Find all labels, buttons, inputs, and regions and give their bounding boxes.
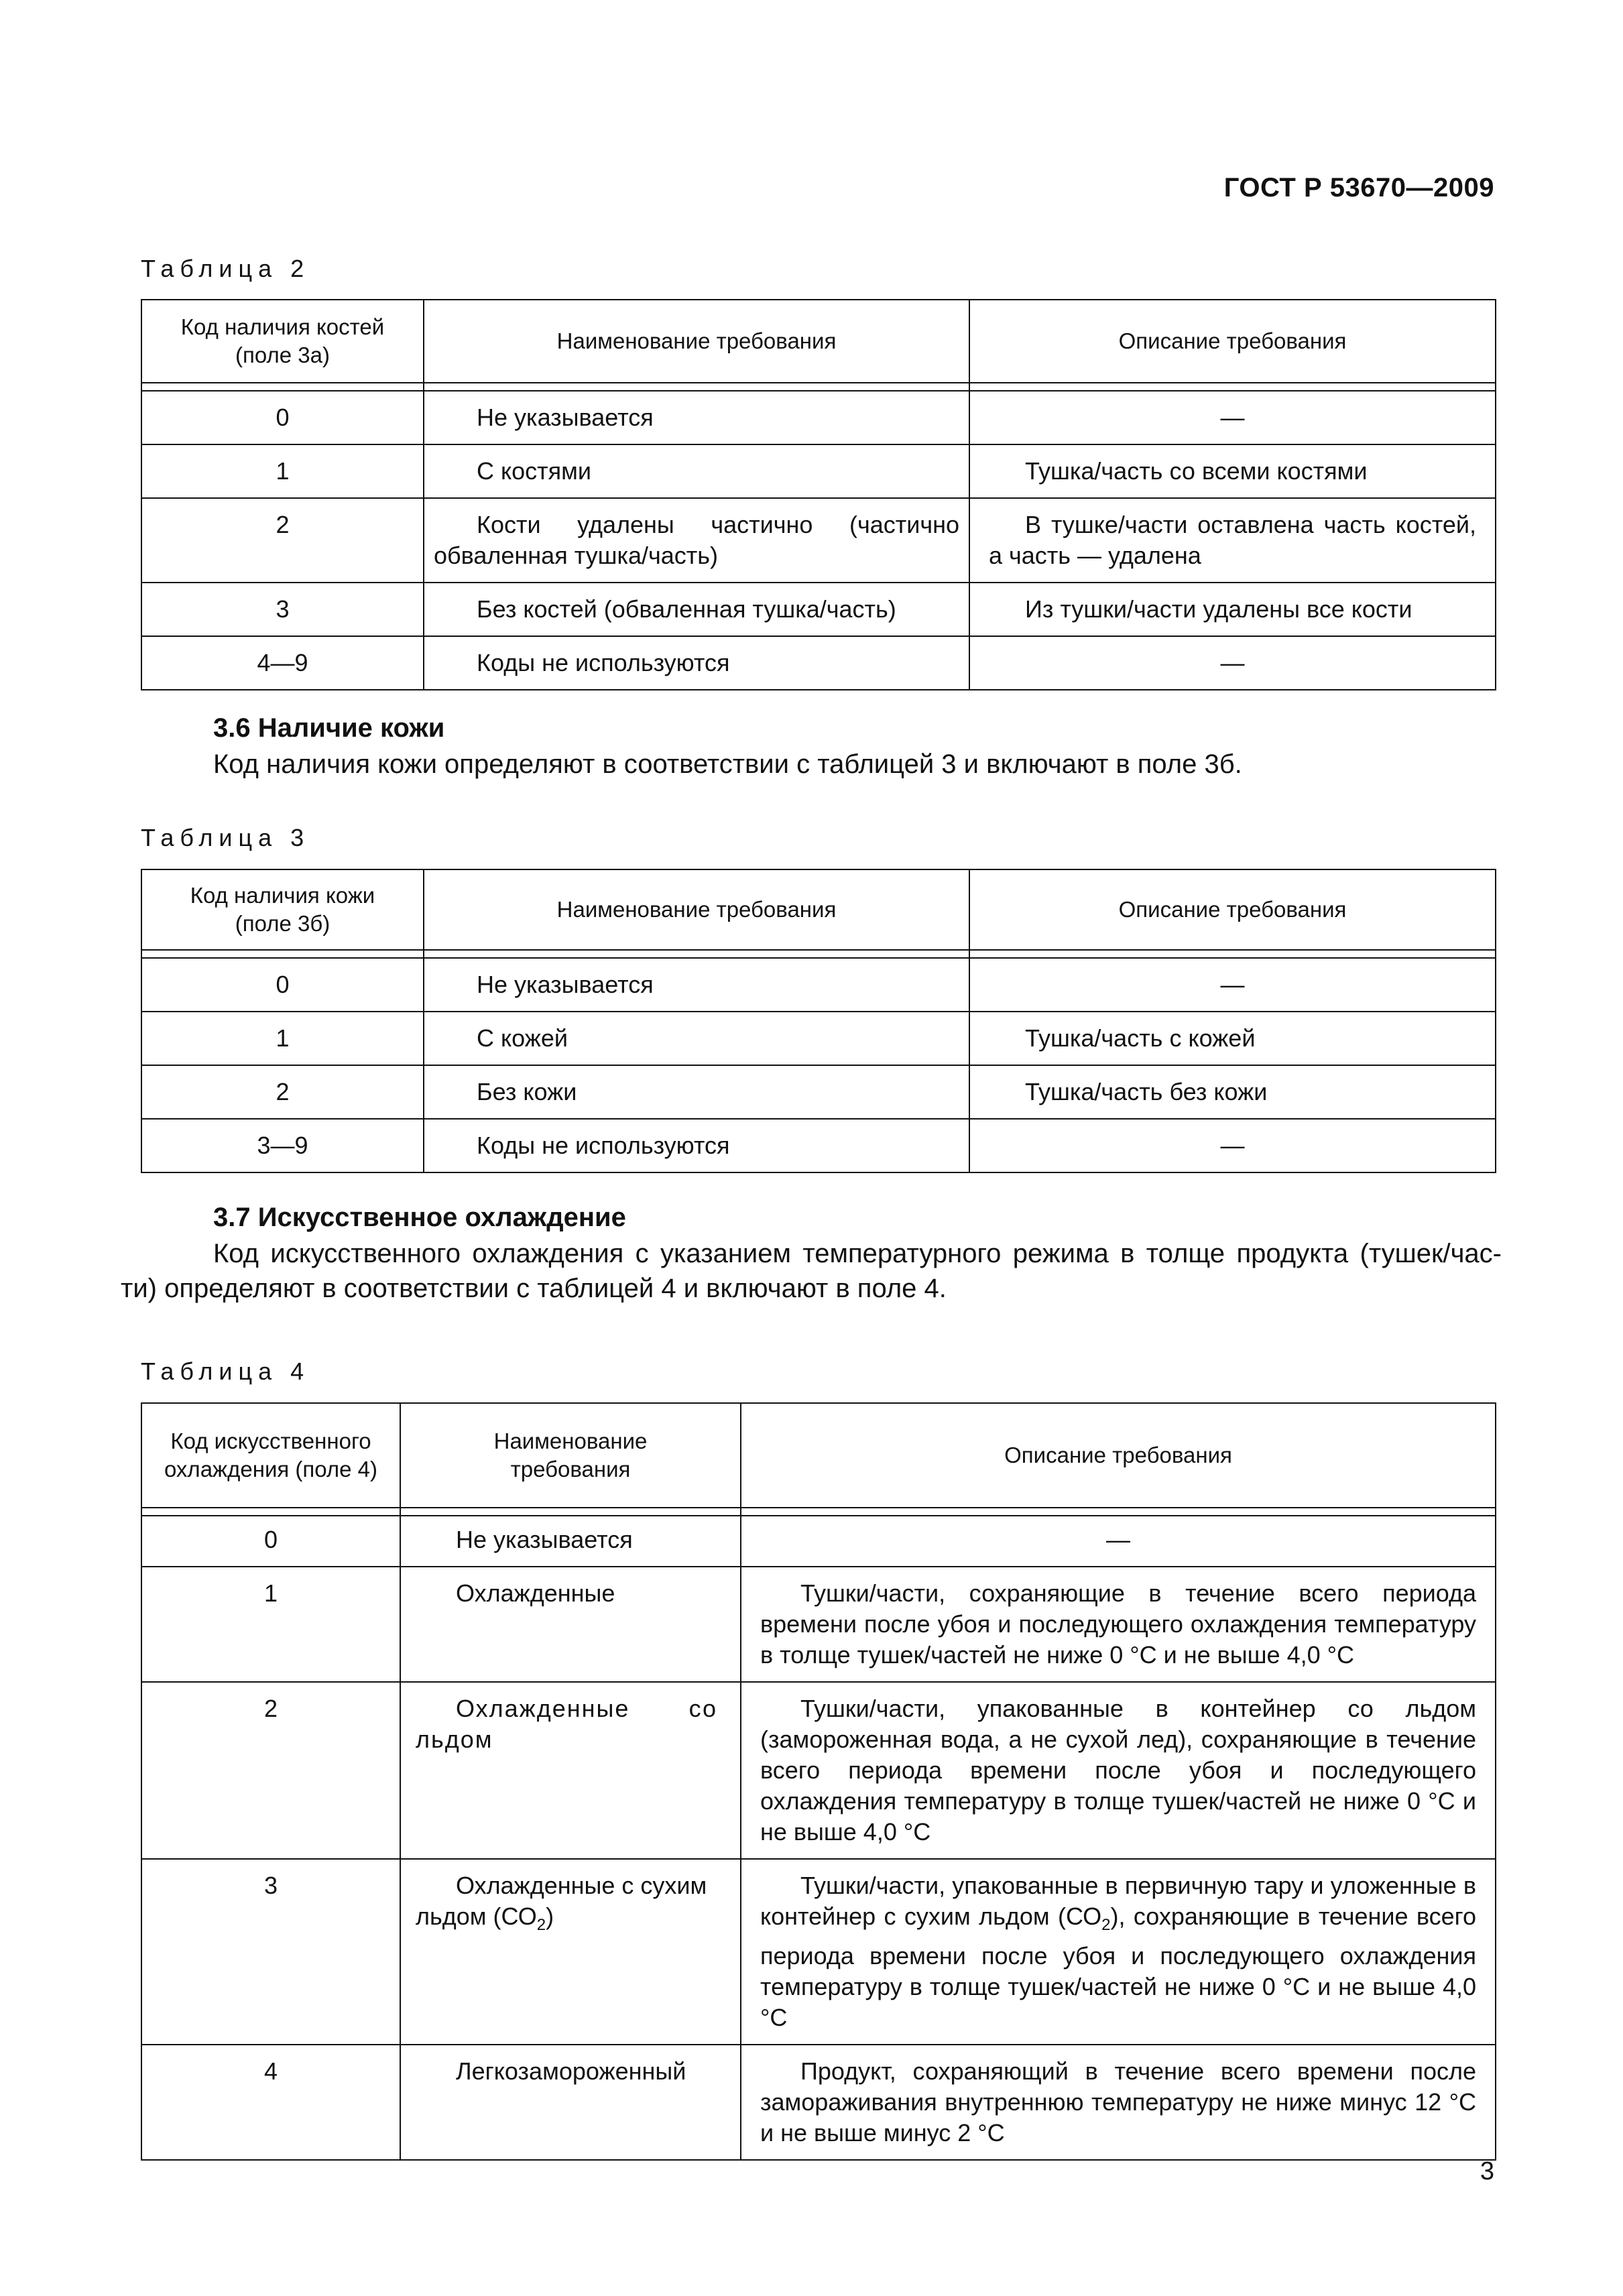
table3 <box>141 869 1496 1173</box>
table3-cell-code: 2 <box>141 1065 424 1119</box>
table3-cell-name: С кожей <box>424 1012 969 1065</box>
table4-cell-desc: — <box>741 1516 1496 1567</box>
table2-cell-desc: — <box>969 636 1496 690</box>
table4-cell-name: Охлажденные со льдом <box>400 1682 741 1859</box>
table3-cell-name: Без кожи <box>424 1065 969 1119</box>
table4-cell-code: 1 <box>141 1567 400 1682</box>
table3-header-name: Наименование требования <box>424 869 969 950</box>
table3-cell-desc: — <box>969 1119 1496 1172</box>
table3-header-gap <box>141 950 1496 958</box>
table-row <box>141 444 1496 498</box>
table4-caption: Таблица 4 <box>141 1357 310 1385</box>
table2-cell-name: С костями <box>424 444 969 498</box>
table3-cell-desc: Тушка/часть с кожей <box>969 1012 1496 1065</box>
table-row <box>141 583 1496 636</box>
table-row <box>141 636 1496 690</box>
table2-header-row <box>141 300 1496 383</box>
table-row <box>141 391 1496 444</box>
table4-cell-desc <box>741 1859 1496 2045</box>
section-3-7-text <box>121 1236 1502 1306</box>
table4-cell-name-end: ) <box>546 1902 554 1930</box>
table3-cell-desc: Тушка/часть без кожи <box>969 1065 1496 1119</box>
table2-cell-code: 3 <box>141 583 424 636</box>
table2-cell-desc: Из тушки/части удалены все кости <box>969 583 1496 636</box>
table-row <box>141 1119 1496 1172</box>
table3-cell-code: 1 <box>141 1012 424 1065</box>
table2-cell-code: 0 <box>141 391 424 444</box>
table4-header-code: Код искусственного охлаждения (поле 4) <box>141 1403 400 1508</box>
table4-cell-name: Не указывается <box>400 1516 741 1567</box>
table2-cell-code: 2 <box>141 498 424 583</box>
table4-header-gap <box>141 1508 1496 1516</box>
table4 <box>141 1402 1496 2161</box>
table2-cell-desc: В тушке/части оставлена часть костей, а часть — удалена <box>969 498 1496 583</box>
table-row <box>141 1065 1496 1119</box>
table3-caption: Таблица 3 <box>141 824 310 851</box>
table3-header-row <box>141 869 1496 950</box>
table4-header-row <box>141 1403 1496 1508</box>
table3-header-desc: Описание требования <box>969 869 1496 950</box>
table2-cell-name: Не указывается <box>424 391 969 444</box>
table4-cell-code: 0 <box>141 1516 400 1567</box>
table2-caption: Таблица 2 <box>141 255 310 282</box>
table4-cell-code: 3 <box>141 1859 400 2045</box>
table2-header-desc: Описание требования <box>969 300 1496 383</box>
section-3-7-text-line1: Код искусственного охлаждения с указанием температурного режима в толще продукта (тушек/час- <box>213 1239 1502 1268</box>
section-3-6-text: Код наличия кожи определяют в соответствии с таблицей 3 и включают в поле 3б. <box>213 749 1242 779</box>
section-3-6-heading: 3.6 Наличие кожи <box>213 713 445 743</box>
table4-cell-name: Легкозамороженный <box>400 2045 741 2160</box>
table2-cell-name: Кости удалены частично (частично обваленная тушка/часть) <box>424 498 969 583</box>
table3-cell-name: Коды не используются <box>424 1119 969 1172</box>
table3-cell-name: Не указывается <box>424 958 969 1012</box>
table4-cell-desc: Тушки/части, сохраняющие в течение всего периода времени после убоя и последующего охлаждения температуру в толще тушек/частей не ниже 0 °С и не выше 4,0 °С <box>741 1567 1496 1682</box>
table2-cell-name: Без костей (обваленная тушка/часть) <box>424 583 969 636</box>
table4-cell-name-main: Охлажденные с сухим льдом (СО <box>416 1872 707 1930</box>
table4-cell-name <box>400 1859 741 2045</box>
standard-code: ГОСТ Р 53670—2009 <box>1223 173 1494 202</box>
table-row <box>141 1012 1496 1065</box>
table-row <box>141 1682 1496 1859</box>
table4-header-name: Наименование требования <box>400 1403 741 1508</box>
table-row <box>141 1516 1496 1567</box>
table3-cell-code: 3—9 <box>141 1119 424 1172</box>
table2-cell-desc: — <box>969 391 1496 444</box>
table-row <box>141 1859 1496 2045</box>
table2-cell-code: 1 <box>141 444 424 498</box>
table-row <box>141 1567 1496 1682</box>
table4-cell-desc-b: ), сохраняющие в течение всего периода времени после убоя и последующего охлаждения температуру в толще тушек/частей не ниже 0 °С и не выше 4,0 °С <box>760 1902 1476 2032</box>
table4-cell-name: Охлажденные <box>400 1567 741 1682</box>
table-row <box>141 958 1496 1012</box>
table2-header-code: Код наличия костей (поле 3а) <box>141 300 424 383</box>
page-number: 3 <box>1480 2157 1494 2185</box>
table2-header-name: Наименование требования <box>424 300 969 383</box>
table4-cell-name-sub: 2 <box>536 1916 546 1935</box>
section-3-7-heading: 3.7 Искусственное охлаждение <box>213 1203 626 1232</box>
table2-cell-desc: Тушка/часть со всеми костями <box>969 444 1496 498</box>
section-3-7-text-line2: ти) определяют в соответствии с таблицей 4 и включают в поле 4. <box>121 1274 947 1303</box>
table4-cell-code: 4 <box>141 2045 400 2160</box>
table4-cell-desc-a: Тушки/части, упакованные в первичную тару и уложенные в контейнер с сухим льдом (СО <box>760 1872 1476 1930</box>
table3-cell-desc: — <box>969 958 1496 1012</box>
table4-cell-desc: Продукт, сохраняющий в течение всего времени после замораживания внутреннюю температуру не ниже минус 12 °С и не выше минус 2 °С <box>741 2045 1496 2160</box>
table-row <box>141 2045 1496 2160</box>
table2-cell-name: Коды не используются <box>424 636 969 690</box>
table3-cell-code: 0 <box>141 958 424 1012</box>
table4-cell-desc: Тушки/части, упакованные в контейнер со льдом (замороженная вода, а не сухой лед), сохраняющие в течение всего периода времени после убоя и последующего охлаждения температуру в толще тушек/частей не ниже 0 °С и не выше 4,0 °С <box>741 1682 1496 1859</box>
table4-cell-desc-sub: 2 <box>1101 1916 1111 1935</box>
table2 <box>141 299 1496 690</box>
table3-header-code: Код наличия кожи (поле 3б) <box>141 869 424 950</box>
table-row <box>141 498 1496 583</box>
table2-cell-code: 4—9 <box>141 636 424 690</box>
table2-header-gap <box>141 383 1496 391</box>
table4-header-desc: Описание требования <box>741 1403 1496 1508</box>
table4-cell-code: 2 <box>141 1682 400 1859</box>
